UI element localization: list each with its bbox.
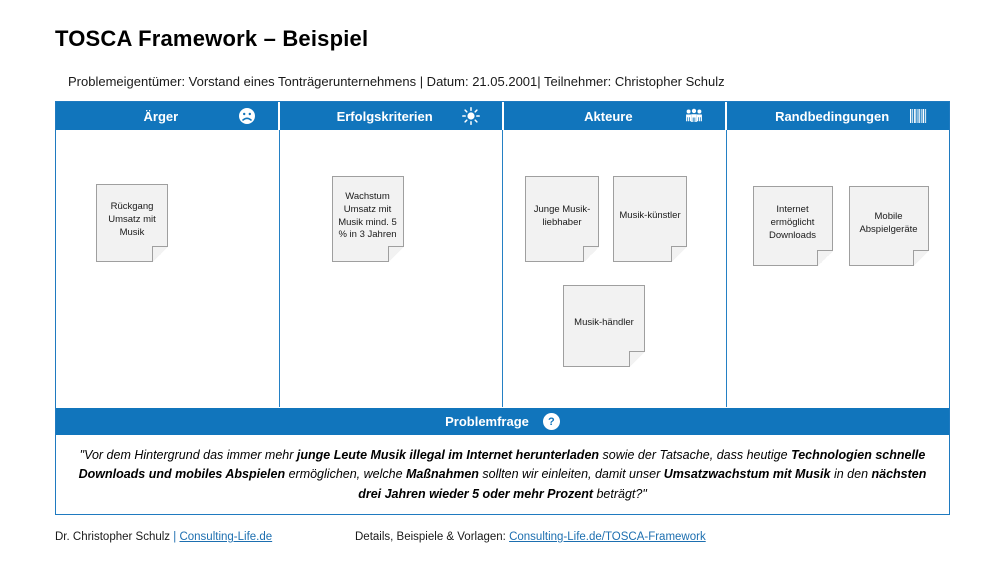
column-header-aerger — [56, 102, 278, 130]
footer-author: Dr. Christopher Schulz — [55, 531, 171, 543]
footer-details-label: Details, Beispiele & Vorlagen: — [355, 531, 506, 543]
sticky-note[interactable] — [849, 186, 929, 266]
people-icon — [685, 107, 703, 125]
sticky-note-text: Mobile Abspielgeräte — [859, 210, 918, 235]
sticky-note[interactable] — [563, 285, 645, 367]
sticky-note[interactable] — [332, 176, 404, 262]
column-body-randbedingungen — [726, 130, 950, 407]
column-header-label: Randbedingungen — [775, 108, 890, 124]
column-body-aerger — [56, 130, 279, 407]
page-title: TOSCA Framework – Beispiel — [55, 26, 369, 51]
footer-details-block — [355, 531, 706, 543]
column-body-akteure — [502, 130, 726, 407]
problemfrage-text: "Vor dem Hintergrund das immer mehr junge Leute Musik illegal im Internet herunterladen sowie der Tatsache, dass heutige Technologien schnelle Downloads und mobiles Abspielen ermöglichen, welche Maßnahmen sollten wir einleiten, damit unser Umsatzwachstum mit Musik in den nächsten drei Jahren wieder 5 oder mehr Prozent beträgt?" — [78, 448, 927, 501]
sticky-note-text: Musik-künstler — [619, 210, 681, 222]
sticky-note[interactable] — [753, 186, 833, 266]
slide-subtitle: Problemeigentümer: Vorstand eines Tonträgerunternehmens | Datum: 21.05.2001| Teilnehmer: Christopher Schulz — [68, 74, 725, 89]
sticky-note-text: Wachstum Umsatz mit Musik mind. 5 % in 3 Jahren — [338, 190, 397, 241]
question-mark-icon: ? — [543, 413, 560, 430]
column-body-erfolgskriterien — [279, 130, 503, 407]
sticky-note[interactable] — [525, 176, 599, 262]
sticky-note-text: Musik-händler — [574, 317, 634, 329]
barcode-icon — [909, 107, 927, 125]
column-header-randbedingungen — [725, 102, 949, 130]
sticky-note[interactable] — [96, 184, 168, 262]
column-header-label: Ärger — [143, 108, 179, 124]
frowning-face-icon — [238, 107, 256, 125]
column-body-row — [56, 130, 949, 407]
column-header-row — [56, 102, 949, 130]
problemfrage-label: Problemfrage — [445, 414, 529, 429]
column-header-erfolgskriterien — [278, 102, 502, 130]
footer-details-link[interactable]: Consulting-Life.de/TOSCA-Framework — [509, 531, 706, 543]
sun-icon — [462, 107, 480, 125]
tosca-board — [55, 101, 950, 515]
footer-separator: | — [173, 531, 177, 543]
problemfrage-bar — [56, 407, 949, 435]
column-header-akteure — [502, 102, 726, 130]
sticky-note[interactable] — [613, 176, 687, 262]
column-header-label: Akteure — [584, 108, 633, 124]
footer-author-link[interactable]: Consulting-Life.de — [179, 531, 273, 543]
sticky-note-text: Internet ermöglicht Downloads — [769, 204, 816, 241]
sticky-note-text: Junge Musik-liebhaber — [533, 203, 591, 228]
column-header-label: Erfolgskriterien — [336, 108, 433, 124]
footer-author-block — [55, 531, 272, 543]
sticky-note-text: Rückgang Umsatz mit Musik — [108, 201, 156, 238]
